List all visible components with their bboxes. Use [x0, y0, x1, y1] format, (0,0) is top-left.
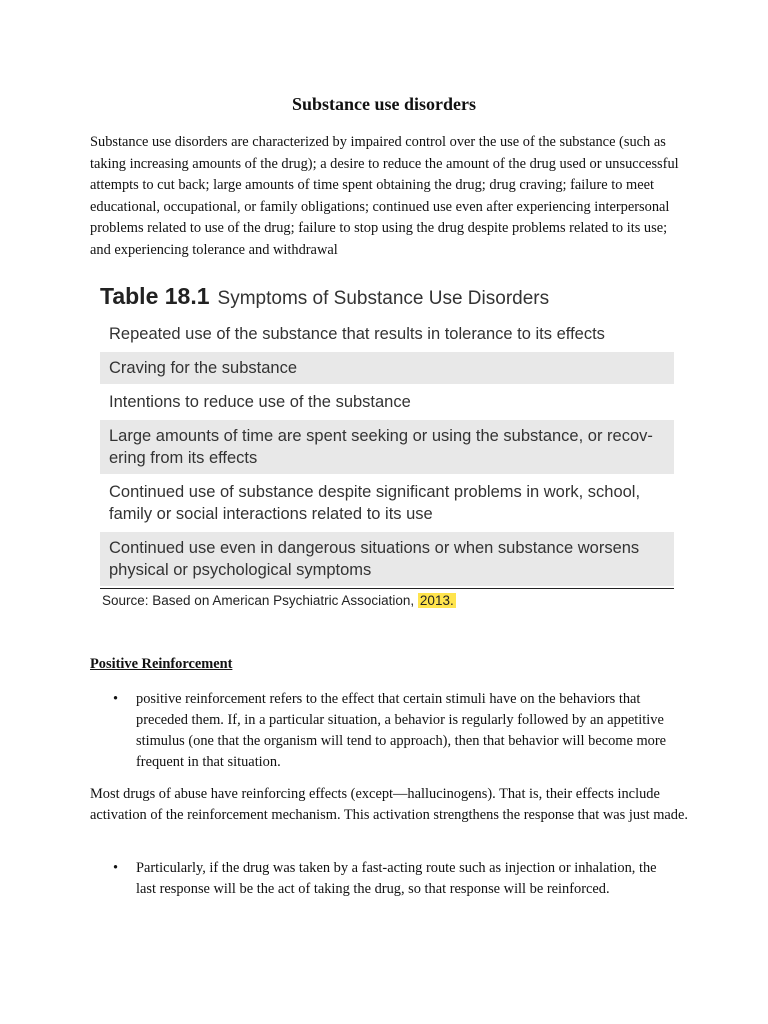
symptoms-table-figure: [100, 278, 674, 608]
table-row: Large amounts of time are spent seeking or using the substance, or recov-ering from its effects: [100, 420, 674, 474]
bullet-list: [113, 858, 673, 900]
table-number: Table 18.1: [100, 283, 210, 309]
table-row: Craving for the substance: [100, 352, 674, 384]
symptoms-list: [100, 318, 674, 589]
table-row: Intentions to reduce use of the substance: [109, 393, 411, 411]
table-row: Repeated use of the substance that results in tolerance to its effects: [109, 325, 605, 343]
list-item: [113, 858, 673, 900]
table-source: [102, 593, 674, 608]
source-year-highlight: 2013.: [419, 593, 454, 608]
section-heading: Positive Reinforcement: [90, 656, 233, 672]
bullet-icon: •: [113, 691, 119, 707]
bullet-list: [113, 689, 673, 773]
intro-paragraph: Substance use disorders are characterized by impaired control over the use of the substance (such as taking increasing amounts of the drug); a desire to reduce the amount of the drug used or unsuccessful attempts to cut back; large amounts of time spent obtaining the drug; drug craving; failure to meet educational, occupational, or family obligations; continued use even after experiencing interpersonal problems related to use of the drug; failure to stop using the drug despite problems related to its use; and experiencing tolerance and withdrawal: [90, 134, 679, 258]
page-title: Substance use disorders: [291, 94, 477, 114]
table-row: Continued use of substance despite significant problems in work, school, family or social interactions related to its use: [109, 483, 641, 523]
bullet-icon: •: [113, 860, 119, 876]
table-heading: [100, 278, 674, 314]
body-paragraph: Most drugs of abuse have reinforcing effects (except—hallucinogens). That is, their effects include activation of the reinforcement mechanism. This activation strengthens the response that was just made.: [90, 786, 688, 823]
table-row: Continued use even in dangerous situations or when substance worsens physical or psychological symptoms: [100, 532, 674, 586]
list-item-text: positive reinforcement refers to the effect that certain stimuli have on the behaviors that preceded them. If, in a particular situation, a behavior is regularly followed by an appetitive stimulus (one that the organism will tend to approach), then that behavior will become more frequent in that situation.: [136, 691, 667, 770]
table-caption: Symptoms of Substance Use Disorders: [217, 288, 550, 309]
list-item-text: Particularly, if the drug was taken by a fast-acting route such as injection or inhalation, the last response will be the act of taking the drug, so that response will be reinforced.: [136, 860, 657, 897]
source-text: Source: Based on American Psychiatric Association,: [102, 593, 415, 608]
list-item: [113, 689, 673, 773]
